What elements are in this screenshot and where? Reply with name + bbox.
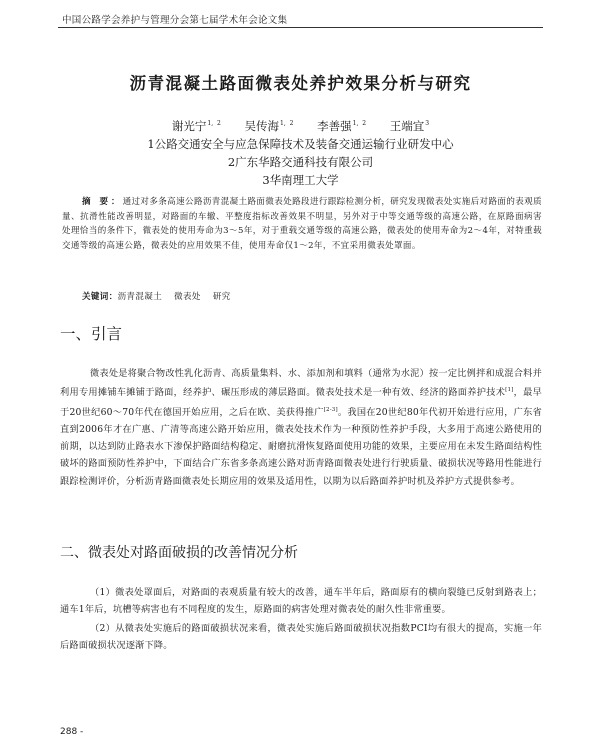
paragraph: （2）从微表处实施后的路面破损状况来看，微表处实施后路面破损状况指数PCI均有很大的提高，实施一年后路面破损状况逐渐下降。 xyxy=(60,623,542,652)
affiliation: 2广东华路交通科技有限公司 xyxy=(227,155,374,169)
paper-title: 沥青混凝土路面微表处养护效果分析与研究 xyxy=(129,74,472,93)
citation: [2-3] xyxy=(323,406,338,413)
intro-paragraph: 微表处是将聚合物改性乳化沥青、高质量集料、水、添加剂和填料（通常为水泥）按一定比例拌和成混合料并利用专用摊铺车摊铺于路面，经养护、碾压形成的薄层路面。微表处技术是一种有效、经济的路面养护技术[1]，最早于20世纪60～70年代在德国开始应用，之后在欧、美获得推广[2-3]。我国在20世纪80年代初开始进行应用，广东省直到2006年才在广惠、广清等高速公路开始应用，微表处技术作为一种预防性养护手段，大多用于高速公路使用的前期，以达到防止路表水下渗保护路面结构稳定、耐磨抗滑恢复路面使用功能的效果，主要应用在未发生路面结构性破坏的路面预防性养护中，下面结合广东省多条高速公路对沥青路面微表处进行行驶质量、破损状况等路用性能进行跟踪检测评价，分析沥青路面微表处长期应用的效果及适用性，以期为以后路面养护时机及养护方式提供参考。 xyxy=(60,368,542,487)
abstract-label: 摘 要： xyxy=(82,197,123,207)
abstract-text: 通过对多条高速公路沥青混凝土路面微表处路段进行跟踪检测分析，研究发现微表处实施后对路面的表观质量、抗滑性能改善明显，对路面的车辙、平整度指标改善效果不明显，另外对于中等交通等级的高速公路，在原路面病害处理恰当的条件下，微表处的使用寿命为3～5年，对于重载交通等级的高速公路，微表处的使用寿命为2～4年，对特重载交通等级的高速公路，微表处的应用效果不佳，使用寿命仅1～2年，不宜采用微表处罩面。 xyxy=(62,197,542,251)
running-head: 中国公路学会养护与管理分会第七届学术年会论文集 xyxy=(62,15,288,26)
section-heading-damage: 二、微表处对路面破损的改善情况分析 xyxy=(60,545,298,561)
paragraph: （1）微表处罩面后，对路面的表观质量有较大的改善，通车半年后，路面原有的横向裂缝已反射到路表上；通车1年后，坑槽等病害也有不同程度的发生，原路面的病害处理对微表处的耐久性非常重要。 xyxy=(60,587,542,616)
keywords xyxy=(82,290,542,302)
author: 谢光宁$^{1, 2}$ xyxy=(171,119,221,133)
section-heading-intro: 一、引言 xyxy=(60,325,123,343)
author: 吴传海$^{1, 2}$ xyxy=(244,119,294,133)
keyword: 研究 xyxy=(212,292,231,302)
author: 李善强$^{1, 2}$ xyxy=(317,119,367,133)
affiliation: 3华南理工大学 xyxy=(262,173,339,187)
author-list xyxy=(58,118,543,134)
keyword: 沥青混凝土 xyxy=(117,292,163,302)
abstract xyxy=(62,195,542,253)
keywords-label: 关键词： xyxy=(82,292,118,302)
header-rule xyxy=(58,27,543,28)
page-number: 288 - xyxy=(60,727,84,737)
keyword: 微表处 xyxy=(174,292,201,302)
citation: [1] xyxy=(505,387,514,394)
affiliation: 1公路交通安全与应急保障技术及装备交通运输行业研发中心 xyxy=(147,137,454,151)
author: 王端宜$^3$ xyxy=(389,119,430,133)
